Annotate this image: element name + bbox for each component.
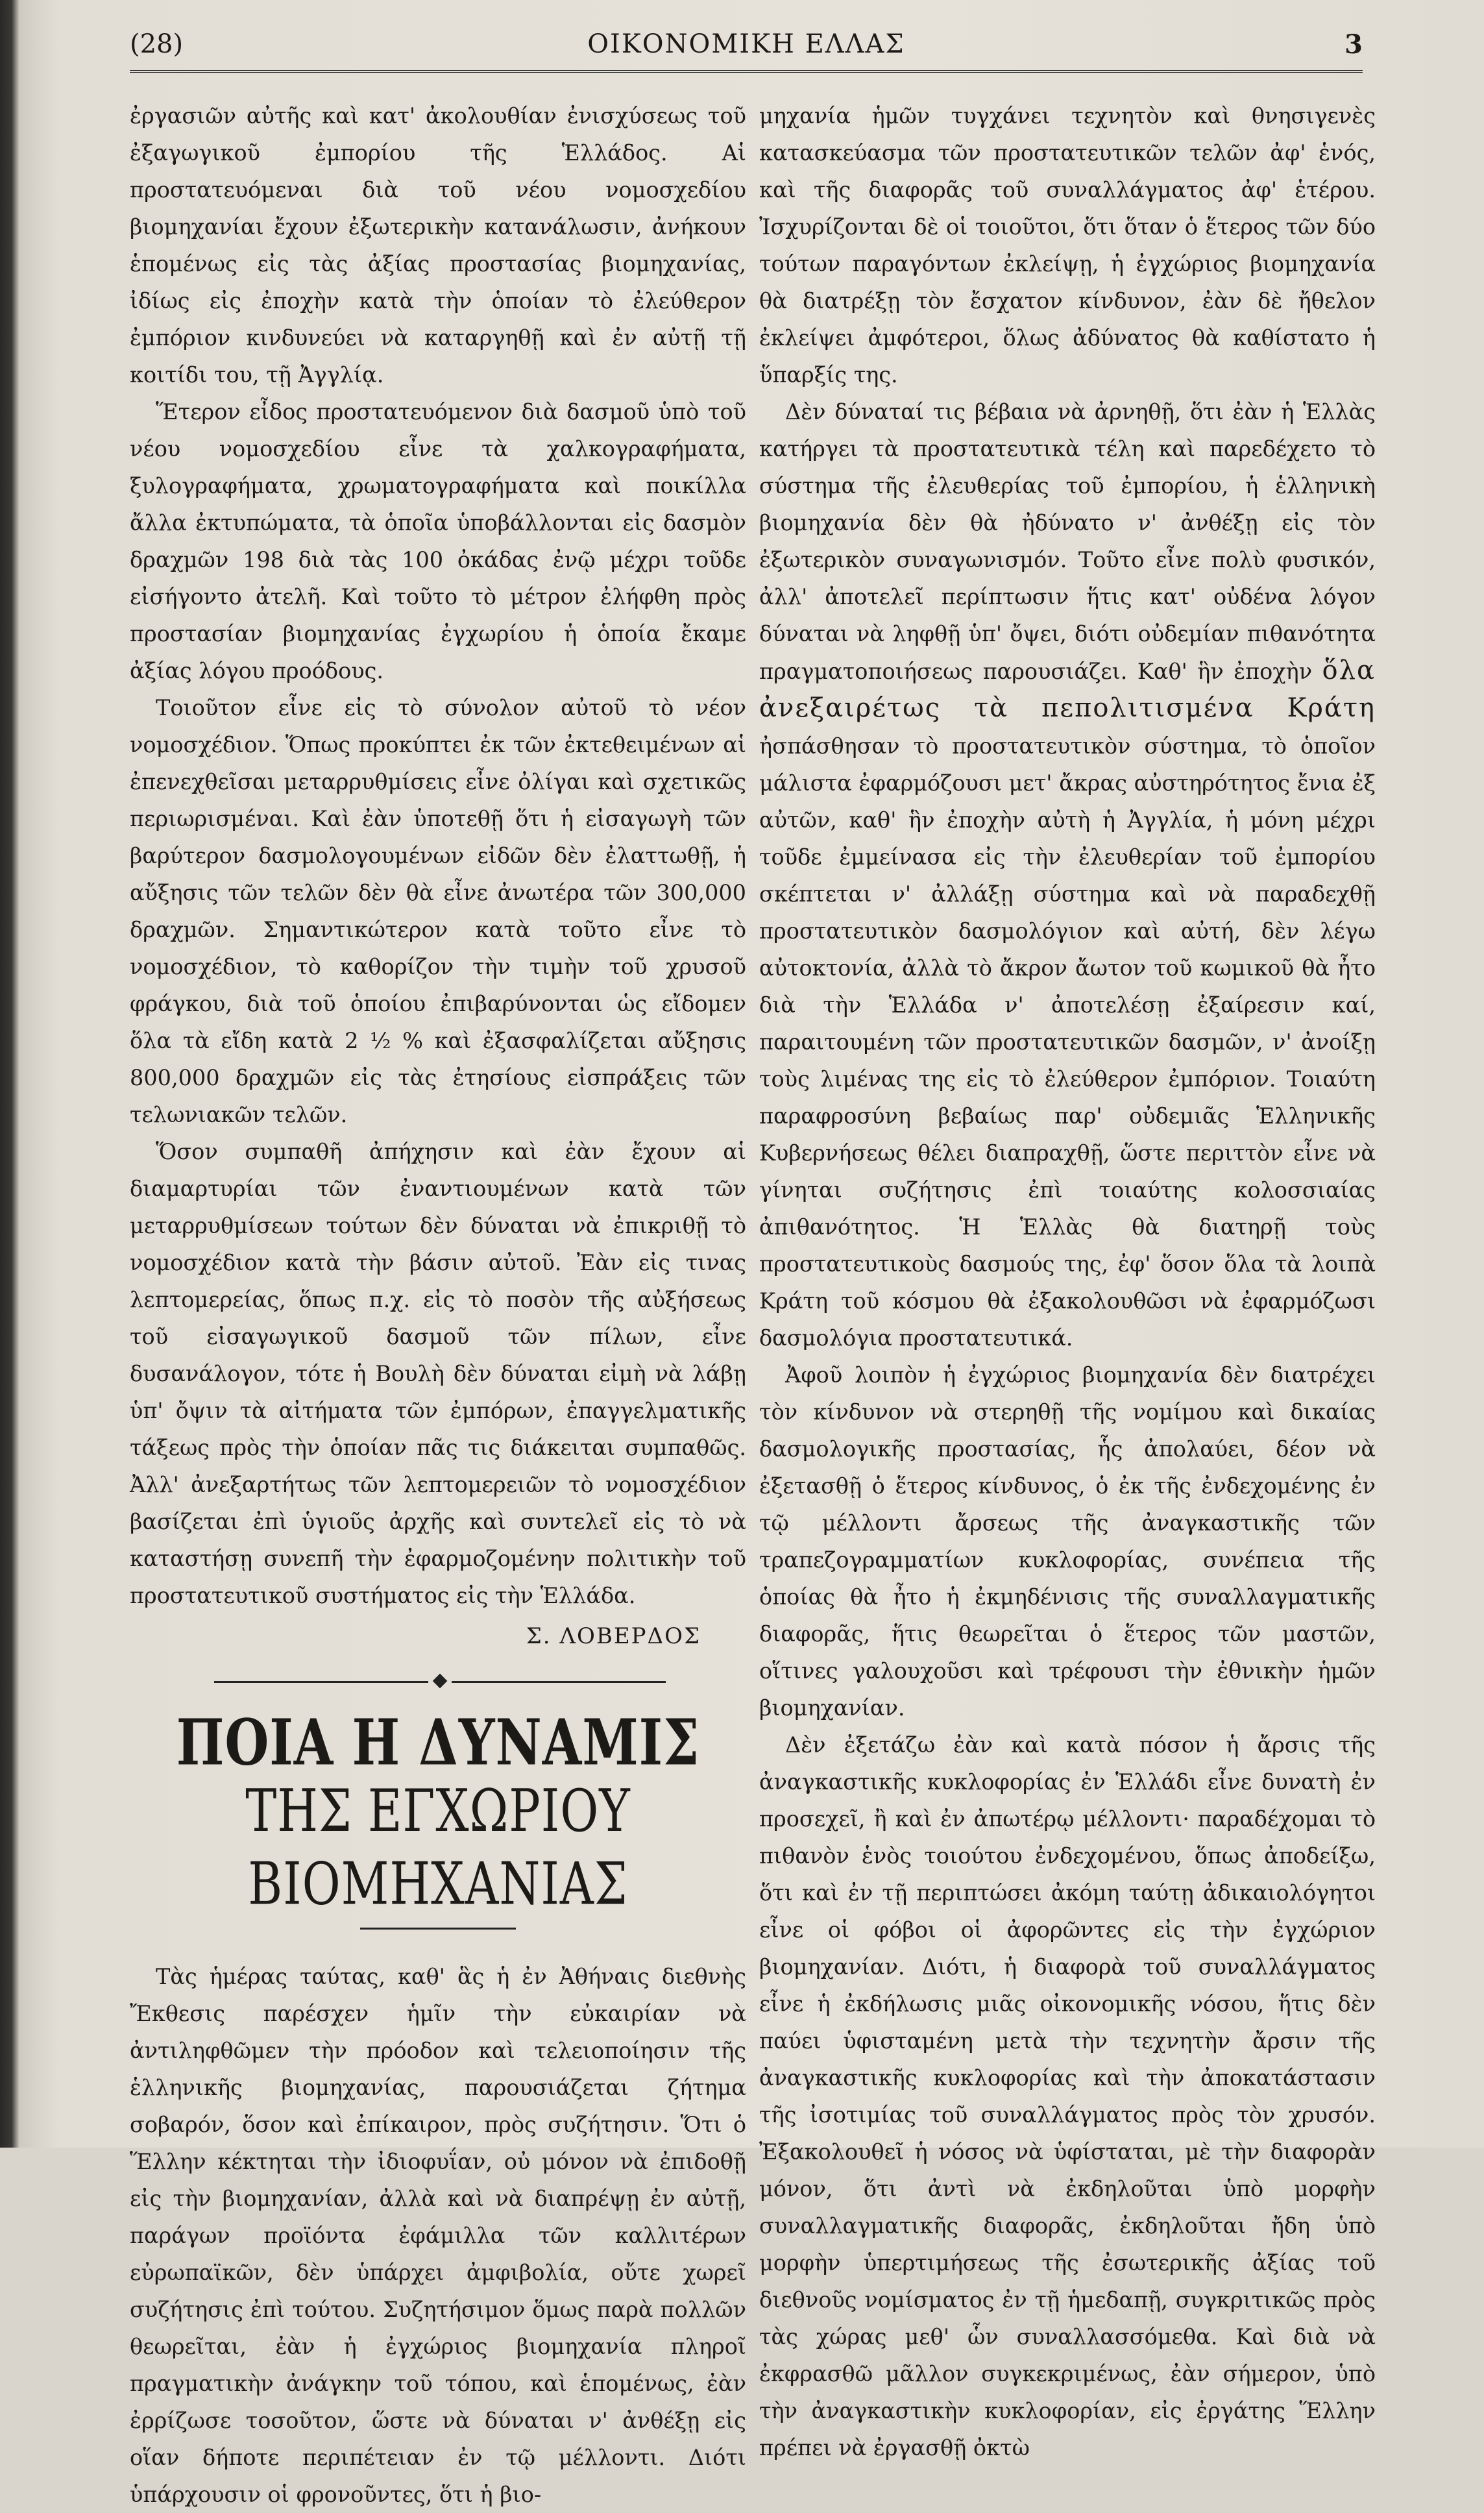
headline-rule — [360, 1928, 516, 1930]
left-column — [130, 97, 746, 2513]
right-paragraph-4: Δὲν ἐξετάζω ἐὰν καὶ κατὰ πόσον ἡ ἄρσις τῆς ἀναγκαστικῆς κυκλοφορίας ἐν Ἑλλάδι εἶνε δυνατὴ ἐν προσεχεῖ, ἢ καὶ ἐν ἀπωτέρῳ μέλλοντι· παραδέχομαι τὸ πιθανὸν ἑνὸς τοιούτου ἐνδεχομένου, ὅπως ἀποδείξω, ὅτι καὶ ἐν τῇ περιπτώσει ἀκόμη ταύτῃ ἀδικαιολόγητοι εἶνε οἱ φόβοι οἱ ἀφορῶντες εἰς τὴν ἐγχώριον βιομηχανίαν. Διότι, ἡ διαφορὰ τοῦ συναλλάγματος εἶνε ἡ ἐκδήλωσις μιᾶς οἰκονομικῆς νόσου, ἥτις δὲν παύει ὑφισταμένη μετὰ τὴν τεχνητὴν ἄρσιν τῆς ἀναγκαστικῆς κυκλοφορίας καὶ τὴν ἀποκατάστασιν τῆς ἰσοτιμίας τοῦ συναλλάγματος πρὸς τὸν χρυσόν. Ἐξακολουθεῖ ἡ νόσος νὰ ὑφίσταται, μὲ τὴν διαφορὰν μόνον, ὅτι ἀντὶ νὰ ἐκδηλοῦται ὑπὸ μορφὴν συναλλαγματικῆς διαφορᾶς, ἐκδηλοῦται ἤδη ὑπὸ μορφὴν ὑπερτιμήσεως τῆς ἐσωτερικῆς ἀξίας τοῦ διεθνοῦς νομίσματος ἐν τῇ ἡμεδαπῇ, συγκριτικῶς πρὸς τὰς χώρας μεθ' ὧν συναλλασσόμεθα. Καὶ διὰ νὰ ἐκφρασθῶ μᾶλλον συγκεκριμένως, ἐὰν σήμερον, ὑπὸ τὴν ἀναγκαστικὴν κυκλοφορίαν, εἰς ἐργάτης Ἕλλην πρέπει νὰ ἐργασθῇ ὀκτὼ — [759, 1732, 1376, 2460]
emphasized-phrase: ὅλα ἀνεξαιρέτως τὰ πεπολιτισμένα Κράτη — [759, 656, 1376, 723]
left-paragraph-3: Τοιοῦτον εἶνε εἰς τὸ σύνολον αὐτοῦ τὸ νέον νομοσχέδιον. Ὅπως προκύπτει ἐκ τῶν ἐκτεθειμένων αἱ ἐπενεχθεῖσαι μεταρρυθμίσεις εἶνε ὀλίγαι καὶ σχετικῶς περιωρισμέναι. Καὶ ἐὰν ὑποτεθῇ ὅτι ἡ εἰσαγωγὴ τῶν βαρύτερον δασμολογουμένων εἰδῶν δὲν ἐλαττωθῇ, ἡ αὔξησις τῶν τελῶν δὲν θὰ εἶνε ἀνωτέρα τῶν 300,000 δραχμῶν. Σημαντικώτερον κατὰ τοῦτο εἶνε τὸ νομοσχέδιον, τὸ καθορίζον τὴν τιμὴν τοῦ χρυσοῦ φράγκου, διὰ τοῦ ὁποίου ἐπιβαρύνονται ὡς εἴδομεν ὅλα τὰ εἴδη κατὰ 2 ½ % καὶ ἐξασφαλίζεται αὔξησις 800,000 δραχμῶν εἰς τὰς ἐτησίους εἰσπράξεις τῶν τελωνιακῶν τελῶν. — [130, 695, 746, 1127]
left-paragraph-2: Ἕτερον εἶδος προστατευόμενον διὰ δασμοῦ ὑπὸ τοῦ νέου νομοσχεδίου εἶνε τὰ χαλκογραφήματα, ξυλογραφήματα, χρωματογραφήματα καὶ ποικίλλα ἄλλα ἐκτυπώματα, τὰ ὁποῖα ὑποβάλλονται εἰς δασμὸν δραχμῶν 198 διὰ τὰς 100 ὀκάδας ἐνῷ μέχρι τοῦδε εἰσήγοντο ἀτελῆ. Καὶ τοῦτο τὸ μέτρον ἐλήφθη πρὸς προστασίαν βιομηχανίας ἐγχωρίου ἡ ὁποία ἔκαμε ἀξίας λόγου προόδους. — [130, 399, 746, 683]
right-paragraph-2-end: ἠσπάσθησαν τὸ προστατευτικὸν σύστημα, τὸ ὁποῖον μάλιστα ἐφαρμόζουσι μετ' ἄκρας αὐστηρότητος ἔνια ἐξ αὐτῶν, καθ' ἣν ἐποχὴν αὐτὴ ἡ Ἀγγλία, ἡ μόνη μέχρι τοῦδε ἐμμείνασα εἰς τὴν ἐλευθερίαν τοῦ ἐμπορίου σκέπτεται ν' ἀλλάξῃ σύστημα καὶ νὰ παραδεχθῇ προστατευτικὸν δασμολόγιον καὶ αὐτή, δὲν λέγω αὐτοκτονία, ἀλλὰ τὸ ἄκρον ἄωτον τοῦ κωμικοῦ θὰ ἦτο διὰ τὴν Ἑλλάδα ν' ἀποτελέσῃ ἐξαίρεσιν καί, παραιτουμένη τῶν προστατευτικῶν δασμῶν, ν' ἀνοίξῃ τοὺς λιμένας της εἰς τὸ ἐλεύθερον ἐμπόριον. Τοιαύτη παραφροσύνη βεβαίως παρ' οὐδεμιᾶς Ἑλληνικῆς Κυβερνήσεως θέλει διαπραχθῇ, ὥστε περιττὸν εἶνε νὰ γίνηται συζήτησις ἐπὶ τοιαύτης κολοσσιαίας ἀπιθανότητος. Ἡ Ἑλλὰς θὰ διατηρῇ τοὺς προστατευτικοὺς δασμούς της, ἐφ' ὅσον ὅλα τὰ λοιπὰ Κράτη τοῦ κόσμου θὰ ἐξακολουθῶσι νὰ ἐφαρμόζωσι δασμολόγια προστατευτικά. — [759, 733, 1376, 1351]
page-number-left: (28) — [130, 29, 184, 59]
author-signature: Σ. ΛΟΒΕΡΔΟΣ — [526, 1623, 701, 1649]
right-paragraph-2-start: Δὲν δύναταί τις βέβαια νὰ ἀρνηθῇ, ὅτι ἐὰν ἡ Ἑλλὰς κατήργει τὰ προστατευτικὰ τέλη καὶ παρεδέχετο τὸ σύστημα τῆς ἐλευθερίας τοῦ ἐμπορίου, ἡ ἑλληνικὴ βιομηχανία δὲν θὰ ἠδύνατο ν' ἀνθέξῃ εἰς τὸν ἐξωτερικὸν συναγωνισμόν. Τοῦτο εἶνε πολὺ φυσικόν, ἀλλ' ἀποτελεῖ περίπτωσιν ἥτις κατ' οὐδένα λόγον δύναται νὰ ληφθῇ ὑπ' ὄψει, διότι οὐδεμίαν πιθανότητα πραγματοποιήσεως παρουσιάζει. Καθ' ἣν ἐποχὴν — [759, 399, 1376, 684]
right-paragraph-1: μηχανία ἡμῶν τυγχάνει τεχνητὸν καὶ θνησιγενὲς κατασκεύασμα τῶν προστατευτικῶν τελῶν ἀφ' ἑνός, καὶ τῆς διαφορᾶς τοῦ συναλλάγματος ἀφ' ἑτέρου. Ἰσχυρίζονται δὲ οἱ τοιοῦτοι, ὅτι ὅταν ὁ ἕτερος τῶν δύο τούτων παραγόντων ἐκλείψῃ, ἡ ἐγχώριος βιομηχανία θὰ διατρέξῃ τὸν ἔσχατον κίνδυνον, ἐὰν δὲ ἤθελον ἐκλείψει ἀμφότεροι, ὅλως ἀδύνατος θὰ καθίστατο ἡ ὕπαρξίς της. — [759, 103, 1376, 387]
right-column — [759, 97, 1376, 2466]
page-header — [130, 29, 1363, 75]
header-rule — [130, 70, 1363, 73]
left-paragraph-5: Τὰς ἡμέρας ταύτας, καθ' ἃς ἡ ἐν Ἀθήναις διεθνὴς Ἔκθεσις παρέσχεν ἡμῖν τὴν εὐκαιρίαν νὰ ἀντιληφθῶμεν τὴν πρόοδον καὶ τελειοποίησιν τῆς ἑλληνικῆς βιομηχανίας, παρουσιάζεται ζήτημα σοβαρόν, ὅσον καὶ ἐπίκαιρον, πρὸς συζήτησιν. Ὅτι ὁ Ἕλλην κέκτηται τὴν ἰδιοφυΐαν, οὐ μόνον νὰ ἐπιδοθῇ εἰς τὴν βιομηχανίαν, ἀλλὰ καὶ νὰ διαπρέψῃ ἐν αὐτῇ, παράγων προϊόντα ἐφάμιλλα τῶν καλλιτέρων εὐρωπαϊκῶν, δὲν ὑπάρχει ἀμφιβολία, οὔτε χωρεῖ συζήτησις ἐπὶ τούτου. Συζητήσιμον ὅμως παρὰ πολλῶν θεωρεῖται, ἐὰν ἡ ἐγχώριος βιομηχανία πληροῖ πραγματικὴν ἀνάγκην τοῦ τόπου, καὶ ἑπομένως, ἐὰν ἐρρίζωσε τοσοῦτον, ὥστε νὰ δύναται ν' ἀνθέξῃ εἰς οἵαν δήποτε περιπέτειαν ἐν τῷ μέλλοντι. Διότι ὑπάρχουσιν οἱ φρονοῦντες, ὅτι ἡ βιο- — [130, 1964, 746, 2507]
divider-ornament — [433, 1674, 448, 1689]
publication-title: ΟΙΚΟΝΟΜΙΚΗ ΕΛΛΑΣ — [587, 29, 905, 59]
page-number-right: 3 — [1344, 29, 1363, 60]
divider-line-left — [214, 1681, 428, 1683]
left-paragraph-4: Ὅσον συμπαθῆ ἀπήχησιν καὶ ἐὰν ἔχουν αἱ διαμαρτυρίαι τῶν ἐναντιουμένων κατὰ τῶν μεταρρυθμίσεων τούτων δὲν δύναται νὰ ἐπικριθῇ τὸ νομοσχέδιον κατὰ τὴν βάσιν αὐτοῦ. Ἐὰν εἰς τινας λεπτομερείας, ὅπως π.χ. εἰς τὸ ποσὸν τῆς αὐξήσεως τοῦ εἰσαγωγικοῦ δασμοῦ τῶν πίλων, εἶνε δυσανάλογον, τότε ἡ Βουλὴ δὲν δύναται εἰμὴ νὰ λάβῃ ὑπ' ὄψιν τὰ αἰτήματα τῶν ἐμπόρων, ἐπαγγελματικῆς τάξεως πρὸς τὴν ὁποίαν πᾶς τις διάκειται συμπαθῶς. Ἀλλ' ἀνεξαρτήτως τῶν λεπτομερειῶν τὸ νομοσχέδιον βασίζεται ἐπὶ ὑγιοῦς ἀρχῆς καὶ συντελεῖ εἰς τὸ νὰ καταστήσῃ συνεπῆ τὴν ἐφαρμοζομένην πολιτικὴν τοῦ προστατευτικοῦ συστήματος εἰς τὴν Ἑλλάδα. — [130, 1139, 746, 1608]
divider-line-right — [452, 1681, 666, 1683]
right-paragraph-2 — [759, 393, 1376, 1356]
article-headline-line-2: ΤΗΣ ΕΓΧΩΡΙΟΥ ΒΙΟΜΗΧΑΝΙΑΣ — [245, 1776, 631, 1918]
article-divider — [130, 1661, 746, 1700]
article-headline-line-1: ΠΟΙΑ Η ΔΥΝΑΜΙΣ — [176, 1706, 700, 1780]
right-paragraph-3: Ἀφοῦ λοιπὸν ἡ ἐγχώριος βιομηχανία δὲν διατρέχει τὸν κίνδυνον νὰ στερηθῇ τῆς νομίμου καὶ δικαίας δασμολογικῆς προστασίας, ἧς ἀπολαύει, δέον νὰ ἐξετασθῇ ὁ ἕτερος κίνδυνος, ὁ ἐκ τῆς ἐνδεχομένης ἐν τῷ μέλλοντι ἄρσεως τῆς ἀναγκαστικῆς τῶν τραπεζογραμματίων κυκλοφορίας, συνέπεια τῆς ὁποίας θὰ ἦτο ἡ ἐκμηδένισις τῆς συναλλαγματικῆς διαφορᾶς, ἥτις θεωρεῖται ὁ ἕτερος τῶν μαστῶν, οἵτινες γαλουχοῦσι καὶ τρέφουσι τὴν ἐθνικὴν ἡμῶν βιομηχανίαν. — [759, 1362, 1376, 1721]
left-paragraph-1: ἐργασιῶν αὐτῆς καὶ κατ' ἀκολουθίαν ἐνισχύσεως τοῦ ἐξαγωγικοῦ ἐμπορίου τῆς Ἑλλάδος. Αἱ προστατευόμεναι διὰ τοῦ νέου νομοσχεδίου βιομηχανίαι ἔχουν ἐξωτερικὴν κατανάλωσιν, ἀνήκουν ἑπομένως εἰς τὰς ἀξίας προστασίας βιομηχανίας, ἰδίως εἰς ἐποχὴν κατὰ τὴν ὁποίαν τὸ ἐλεύθερον ἐμπόριον κινδυνεύει νὰ καταργηθῇ καὶ ἐν αὐτῇ τῇ κοιτίδι του, τῇ Ἀγγλίᾳ. — [130, 103, 746, 387]
